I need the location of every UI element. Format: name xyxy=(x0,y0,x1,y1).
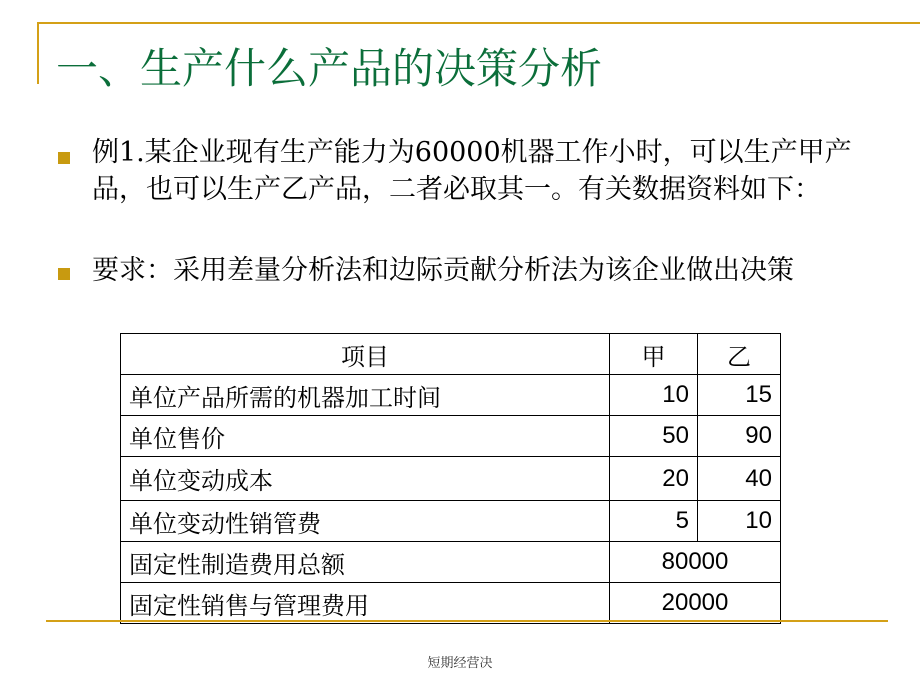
table-row xyxy=(121,542,781,583)
cell: 20 xyxy=(610,457,698,501)
table-row xyxy=(121,583,781,624)
bullet-icon xyxy=(58,268,70,280)
table-row xyxy=(121,375,781,416)
row-label: 固定性制造费用总额 xyxy=(121,542,610,583)
row-label: 固定性销售与管理费用 xyxy=(121,583,610,624)
cell: 80000 xyxy=(610,542,781,583)
bullet-icon xyxy=(58,152,70,164)
table-row xyxy=(121,416,781,457)
left-rule xyxy=(37,22,39,84)
table-row xyxy=(121,501,781,542)
header-cell: 甲 xyxy=(610,334,698,375)
table-row xyxy=(121,457,781,501)
cell: 15 xyxy=(698,375,781,416)
cell: 40 xyxy=(698,457,781,501)
bullet-text: 例1.某企业现有生产能力为60000机器工作小时，可以生产甲产品，也可以生产乙产品，二者必取其一。有关数据资料如下： xyxy=(92,137,852,205)
table-header-row xyxy=(121,334,781,375)
cell: 10 xyxy=(610,375,698,416)
cell: 20000 xyxy=(610,583,781,624)
cell: 10 xyxy=(698,501,781,542)
row-label: 单位产品所需的机器加工时间 xyxy=(121,375,610,416)
bullet-text: 要求：采用差量分析法和边际贡献分析法为该企业做出决策 xyxy=(92,255,794,286)
row-label: 单位变动成本 xyxy=(121,457,610,501)
row-label: 单位变动性销管费 xyxy=(121,501,610,542)
footer-text: 短期经营决 xyxy=(427,656,493,671)
slide-title: 一、生产什么产品的决策分析 xyxy=(56,44,603,93)
header-cell: 乙 xyxy=(698,334,781,375)
top-rule xyxy=(38,22,920,24)
data-table xyxy=(120,333,781,624)
cell: 5 xyxy=(610,501,698,542)
row-label: 单位售价 xyxy=(121,416,610,457)
header-cell: 项目 xyxy=(121,334,610,375)
bottom-rule xyxy=(46,620,888,622)
cell: 90 xyxy=(698,416,781,457)
cell: 50 xyxy=(610,416,698,457)
